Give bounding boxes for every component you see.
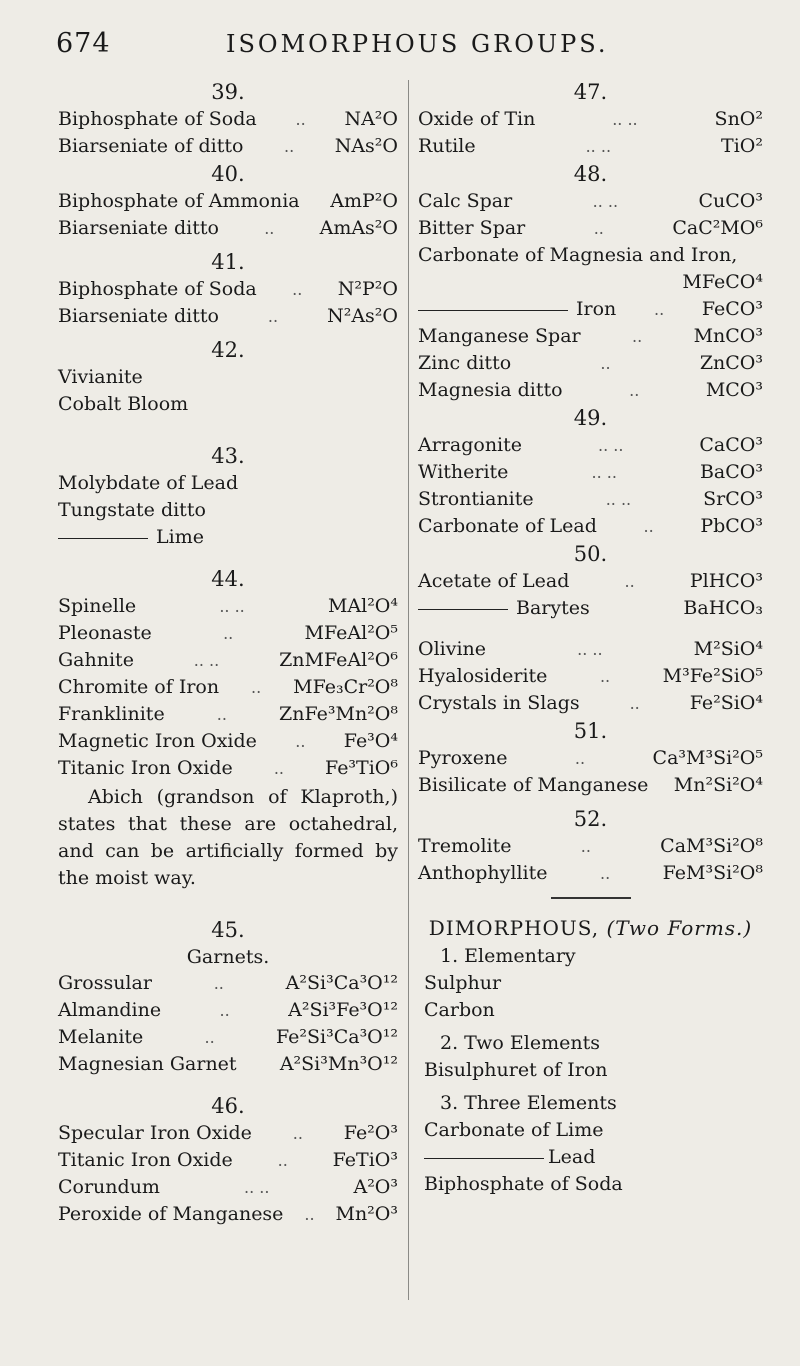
section-end-rule [551,897,631,899]
leader-dots: .. [599,864,611,883]
entry-name: Zinc ditto [418,352,512,374]
section-number: 49. [573,406,608,430]
entry-name: Biphosphate of Soda [58,108,257,130]
entry-formula: ZnMFeAl²O⁶ [279,649,398,671]
leader-dots: .. [593,219,604,238]
entry-name: Bisilicate of Manganese [418,774,649,796]
entry-name: Magnetic Iron Oxide [58,730,257,752]
entry-row [58,997,398,1024]
section-number: 40. [211,162,245,186]
column-divider [408,80,409,1300]
section-number: 51. [573,719,608,743]
entry-row [58,1051,398,1078]
entry-row [58,497,398,524]
entry-name: Calc Spar [418,190,513,212]
entry-name: Biarseniate ditto [58,305,219,327]
section-number: 46. [211,1094,245,1118]
entry-row [418,833,763,860]
right-column [418,78,763,1198]
leader-dots: .. .. [597,436,624,455]
entry-name: Magnesia ditto [418,379,563,401]
entry-name: Melanite [58,1026,144,1048]
entry-row [58,674,398,701]
entry-formula: CaCO³ [699,434,763,456]
section-number: 45. [211,918,245,942]
entry-name: Chromite of Iron [58,676,220,698]
leader-dots: .. [599,667,611,686]
entry-row [418,106,763,133]
entry-row [418,242,763,269]
entry-row [418,663,763,690]
section-51 [418,717,763,799]
entry-formula: FeTiO³ [332,1149,398,1171]
leader-dots: .. [629,694,640,713]
section-number: 42. [211,338,245,362]
entry-row [58,1120,398,1147]
entry-formula: A²Si³Fe³O¹² [288,999,398,1021]
leader-dots: .. [219,1001,230,1020]
entry-formula: TiO² [721,135,763,157]
entry-formula: MFeAl²O⁵ [304,622,398,644]
entry-name: Pleonaste [58,622,152,644]
entry-formula: CaC²MO⁶ [672,217,763,239]
ditto-rule [418,310,568,311]
entry-formula: FeM³Si²O⁸ [662,862,763,884]
entry-formula: MFeCO⁴ [682,271,763,293]
entry-row [418,133,763,160]
section-46 [58,1092,398,1228]
leader-dots: .. .. [219,597,245,616]
entry-name: Iron [576,298,617,320]
leader-dots: .. [643,517,654,536]
leader-dots: .. [295,732,306,751]
entry-name: Anthophyllite [418,862,548,884]
entry-row [418,745,763,772]
entry-formula: A²Si³Mn³O¹² [279,1053,398,1075]
entry-row [58,647,398,674]
section-45 [58,916,398,1078]
list-item: Carbon [424,999,495,1021]
leader-dots: .. .. [592,192,619,211]
entry-formula: NAs²O [334,135,398,157]
list-item: Biphosphate of Soda [424,1173,623,1195]
entry-row [58,133,398,160]
leader-dots: .. [574,749,586,768]
entry-row [58,701,398,728]
entry-name: Carbonate of Magnesia and Iron, [418,244,738,266]
section-42 [58,336,398,418]
entry-name: Oxide of Tin [418,108,536,130]
entry-row [58,106,398,133]
dimorphous-heading [418,913,763,943]
entry-formula: Fe²O³ [343,1122,398,1144]
entry-name: Titanic Iron Oxide [58,1149,233,1171]
entry-name: Vivianite [58,366,143,388]
entry-formula: AmP²O [330,190,398,212]
leader-dots: .. [624,572,635,591]
section-number: 43. [211,444,245,468]
entry-row [58,1147,398,1174]
running-title: ISOMORPHOUS GROUPS. [226,30,609,58]
entry-row [58,188,398,215]
section-dimorphous [418,913,763,1198]
entry-name: Witherite [418,461,509,483]
entry-name: Carbonate of Lead [418,515,597,537]
entry-formula: PlHCO³ [689,570,763,592]
leader-dots: .. [277,1151,288,1170]
entry-formula: MCO³ [705,379,763,401]
section-50 [418,540,763,622]
entry-formula: SnO² [714,108,763,130]
leader-dots: .. [213,974,224,993]
entry-formula: A²Si³Ca³O¹² [285,972,398,994]
section-number: 48. [573,162,608,186]
leader-dots: .. [292,1124,303,1143]
entry-name: Spinelle [58,595,137,617]
entry-name: Olivine [418,638,487,660]
entry-row [418,513,763,540]
entry-formula: Mn²O³ [335,1203,398,1225]
entry-formula: N²P²O [337,278,398,300]
entry-row [418,215,763,242]
entry-row [58,391,398,418]
ditto-rule [424,1158,544,1159]
leader-dots: .. .. [612,110,638,129]
entry-row [58,620,398,647]
group-heading: 2. Two Elements [440,1032,600,1054]
entry-name: Manganese Spar [418,325,581,347]
entry-name: Acetate of Lead [418,570,570,592]
entry-name: Cobalt Bloom [58,393,189,415]
entry-name: Peroxide of Manganese [58,1203,284,1225]
page-header [56,28,760,58]
entry-name: Pyroxene [418,747,508,769]
entry-row [58,593,398,620]
entry-formula: NA²O [344,108,398,130]
entry-formula: ZnFe³Mn²O⁸ [279,703,398,725]
entry-formula: AmAs²O [319,217,398,239]
entry-name: Gahnite [58,649,134,671]
entry-row [418,269,763,296]
entry-name: Arragonite [418,434,523,456]
entry-name: Biphosphate of Soda [58,278,257,300]
leader-dots: .. [251,678,262,697]
entry-name: Molybdate of Lead [58,472,239,494]
section-40 [58,160,398,242]
leader-dots: .. [629,381,640,400]
entry-row [418,772,763,799]
section-43 [58,442,398,551]
entry-row [58,755,398,782]
entry-formula: ZnCO³ [699,352,763,374]
leader-dots: .. [632,327,643,346]
entry-formula: MFe₃Cr²O⁸ [293,676,398,698]
entry-name: Crystals in Slags [418,692,580,714]
entry-row [58,276,398,303]
entry-formula: Ca³M³Si²O⁵ [652,747,763,769]
entry-formula: Fe³O⁴ [343,730,398,752]
entry-formula: SrCO³ [703,488,763,510]
left-column [58,78,398,1228]
section-48 [418,160,763,404]
entry-name: Hyalosiderite [418,665,548,687]
entry-formula: A²O³ [353,1176,398,1198]
entry-row [418,860,763,887]
entry-name: Lime [156,526,204,548]
leader-dots: .. [653,300,665,319]
entry-name: Franklinite [58,703,165,725]
entry-name: Magnesian Garnet [58,1053,237,1075]
note-paragraph [58,784,398,892]
entry-row [418,188,763,215]
section-number: 44. [211,567,245,591]
leader-dots: .. .. [585,137,612,156]
entry-row [418,636,763,663]
entry-name: Grossular [58,972,152,994]
entry-row [58,215,398,242]
entry-row [418,377,763,404]
entry-row [58,524,398,551]
leader-dots: .. [304,1205,315,1224]
entry-name: Bitter Spar [418,217,526,239]
leader-dots: .. .. [577,640,603,659]
entry-row [418,568,763,595]
section-47 [418,78,763,160]
entry-formula: MnCO³ [693,325,763,347]
leader-dots: .. [284,137,295,156]
entry-formula: BaCO³ [699,461,763,483]
entry-name: Tremolite [418,835,512,857]
ditto-rule [418,609,508,610]
entry-row [58,1201,398,1228]
entry-formula: PbCO³ [700,515,763,537]
leader-dots: .. [292,280,303,299]
leader-dots: .. .. [193,651,220,670]
entry-row [58,970,398,997]
entry-name: Barytes [516,597,590,619]
entry-name: Strontianite [418,488,534,510]
leader-dots: .. .. [243,1178,270,1197]
entry-row [418,595,763,622]
dimorphous-subtitle: (Two Forms.) [606,916,753,940]
entry-formula: CuCO³ [698,190,763,212]
entry-formula: CaM³Si²O⁸ [660,835,763,857]
dimorphous-title: DIMORPHOUS, [428,916,600,940]
list-item: Carbonate of Lime [424,1119,604,1141]
group-heading: 1. Elementary [440,945,576,967]
entry-row [58,364,398,391]
leader-dots: .. [600,354,611,373]
section-number: 50. [573,542,608,566]
section-41 [58,248,398,330]
section-number: 47. [573,80,608,104]
list-item [418,1144,763,1171]
section-subtitle: Garnets. [186,946,270,968]
list-item: Bisulphuret of Iron [424,1059,608,1081]
leader-dots: .. [216,705,227,724]
entry-formula: MAl²O⁴ [327,595,398,617]
entry-row [418,296,763,323]
entry-formula: FeCO³ [701,298,763,320]
ditto-rule [58,538,148,539]
section-49 [418,404,763,540]
entry-name: Titanic Iron Oxide [58,757,233,779]
note-text: Abich (grandson of Klaproth,) states that these are octahedral, and can be artificially formed by the moist way. [58,786,398,889]
section-olivine [418,636,763,717]
page-number: 674 [56,28,111,59]
section-number: 39. [211,80,245,104]
entry-formula: N²As²O [327,305,398,327]
entry-name: Biarseniate of ditto [58,135,244,157]
entry-row [418,459,763,486]
entry-formula: Fe²SiO⁴ [689,692,763,714]
entry-formula: Fe²Si³Ca³O¹² [275,1026,398,1048]
entry-row [418,690,763,717]
leader-dots: .. [223,624,234,643]
leader-dots: .. [273,759,284,778]
section-44 [58,565,398,892]
entry-row [418,350,763,377]
leader-dots: .. .. [591,463,617,482]
list-item-text: Lead [548,1146,596,1168]
entry-formula: Fe³TiO⁶ [325,757,398,779]
section-number: 52. [573,807,608,831]
leader-dots: .. .. [605,490,632,509]
entry-name: Corundum [58,1176,160,1198]
leader-dots: .. [267,307,279,326]
entry-formula: Mn²Si²O⁴ [673,774,763,796]
entry-row [418,432,763,459]
section-number: 41. [211,250,245,274]
entry-row [58,1024,398,1051]
entry-row [418,486,763,513]
leader-dots: .. [295,110,306,129]
entry-name: Rutile [418,135,476,157]
entry-name: Tungstate ditto [58,499,206,521]
section-52 [418,805,763,887]
entry-row [58,303,398,330]
list-item: Sulphur [424,972,502,994]
entry-row [58,728,398,755]
entry-name: Specular Iron Oxide [58,1122,252,1144]
group-heading: 3. Three Elements [440,1092,617,1114]
leader-dots: .. [204,1028,215,1047]
section-39 [58,78,398,160]
entry-formula: M³Fe²SiO⁵ [662,665,763,687]
entry-name: Almandine [58,999,162,1021]
leader-dots: .. [264,219,275,238]
leader-dots: .. [580,837,591,856]
entry-row [58,1174,398,1201]
entry-row [418,323,763,350]
entry-name: Biarseniate ditto [58,217,219,239]
entry-name: Biphosphate of Ammonia [58,190,300,212]
entry-row [58,470,398,497]
entry-formula: M²SiO⁴ [693,638,763,660]
entry-formula: BaHCO₃ [683,597,763,619]
